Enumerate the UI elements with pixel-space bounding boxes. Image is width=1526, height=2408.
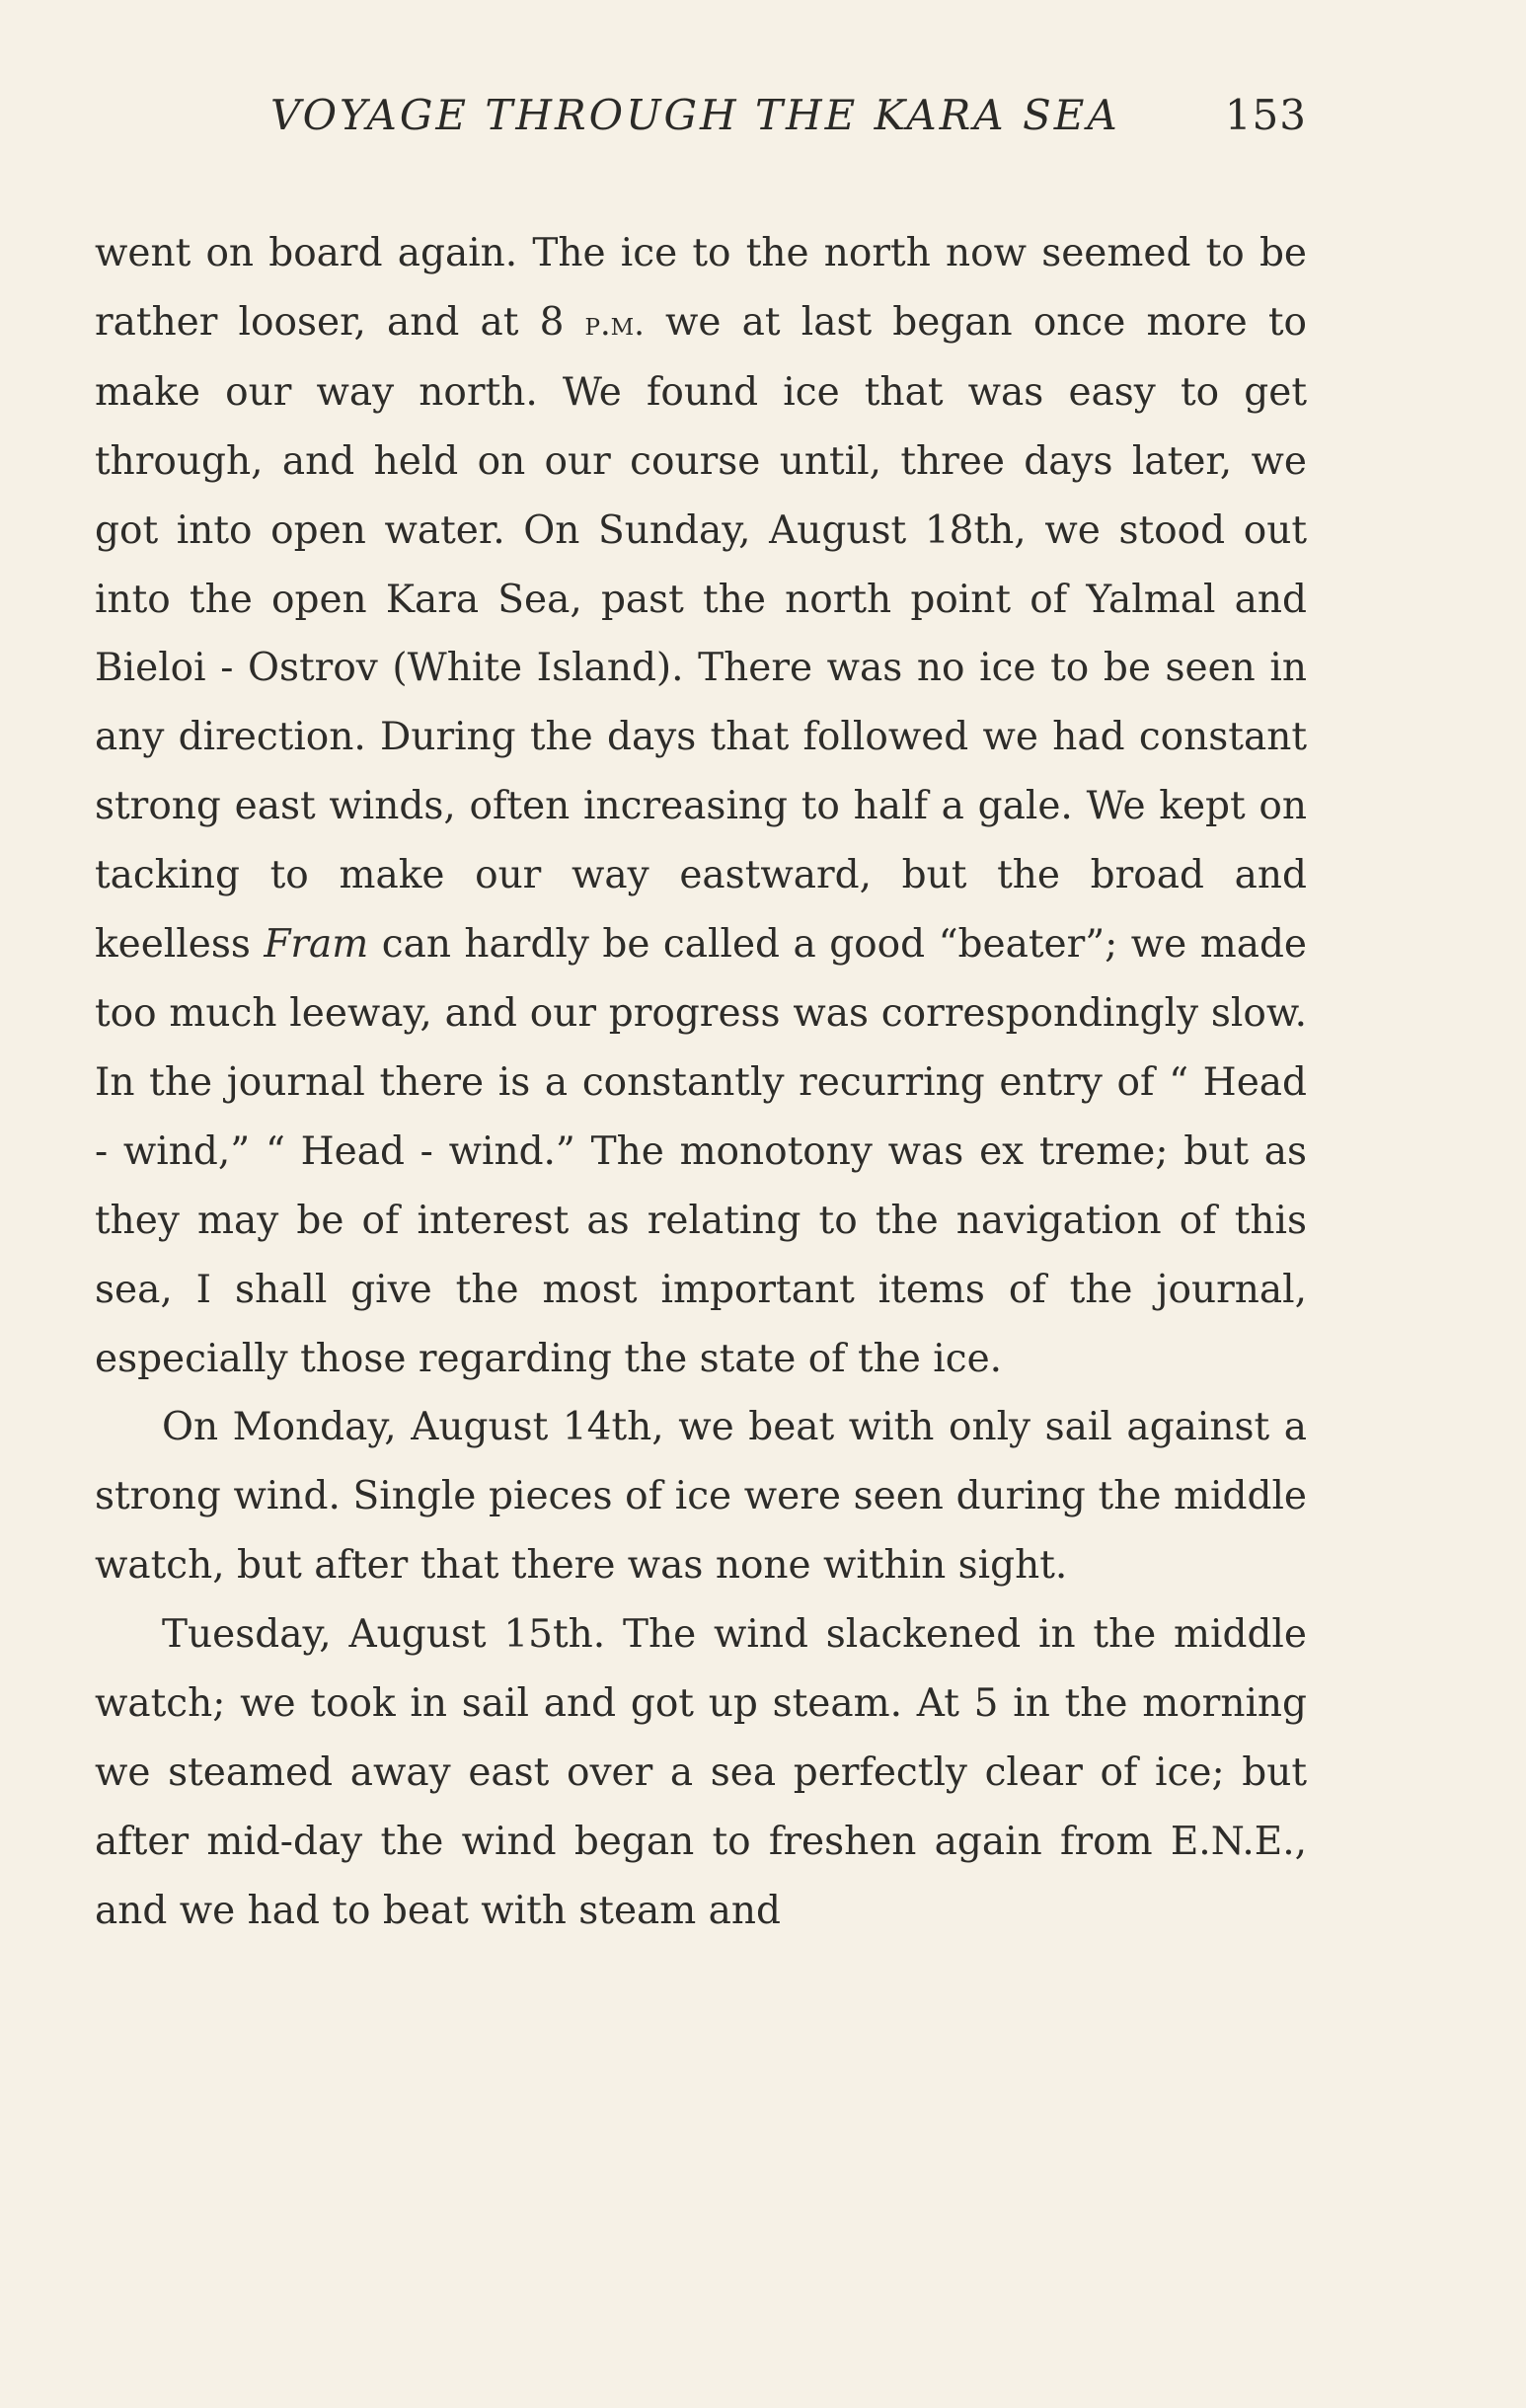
paragraph-2-text: On Monday, August 14th, we beat with only sail against a strong wind. Single pieces of ice were seen during the middle watch, but after that there was none within sight.: [95, 1405, 1307, 1589]
paragraph-1-text-b: we at last began once more to make our way north. We found ice that was easy to get through, and held on our course until, three days later, we got into open water. On Sunday, August 18th, we stood out into the open Kara Sea, past the north point of Yalmal and Bieloi - Ostrov (White Island). There was no ice to be seen in any direction. During the days that followed we had constant strong east winds, often increasing to half a gale. We kept on tacking to make our way eastward, but the broad and keelless: [95, 299, 1307, 968]
paragraph-2: [95, 1393, 1307, 1600]
page-number: 153: [1224, 91, 1307, 139]
ship-name: Fram: [264, 922, 369, 968]
time-abbreviation: p.m.: [584, 303, 645, 343]
paragraph-1: [95, 219, 1307, 1393]
paragraph-3-text: Tuesday, August 15th. The wind slackened in the middle watch; we took in sail and got up steam. At 5 in the morning we steamed away east over a sea perfectly clear of ice; but after mid-day the wind began to freshen again from E.N.E., and we had to beat with steam and: [95, 1612, 1307, 1933]
paragraph-1-text-c: can hardly be called a good “beater”; we made too much leeway, and our progress was correspondingly slow. In the journal there is a constantly recurring entry of “ Head - wind,” “ Head - wind.” The monotony was ex treme; but as they may be of interest as relating to the navigation of this sea, I shall give the most important items of the journal, especially those regarding the state of the ice.: [95, 922, 1307, 1381]
paragraph-1-text-a: went on board again. The ice to the north now seemed to be rather looser, and at 8: [95, 231, 1307, 345]
running-title: VOYAGE THROUGH THE KARA SEA: [270, 91, 1120, 139]
running-head: [93, 91, 1307, 160]
paragraph-3: [95, 1600, 1307, 1946]
body-text: [95, 219, 1307, 1946]
